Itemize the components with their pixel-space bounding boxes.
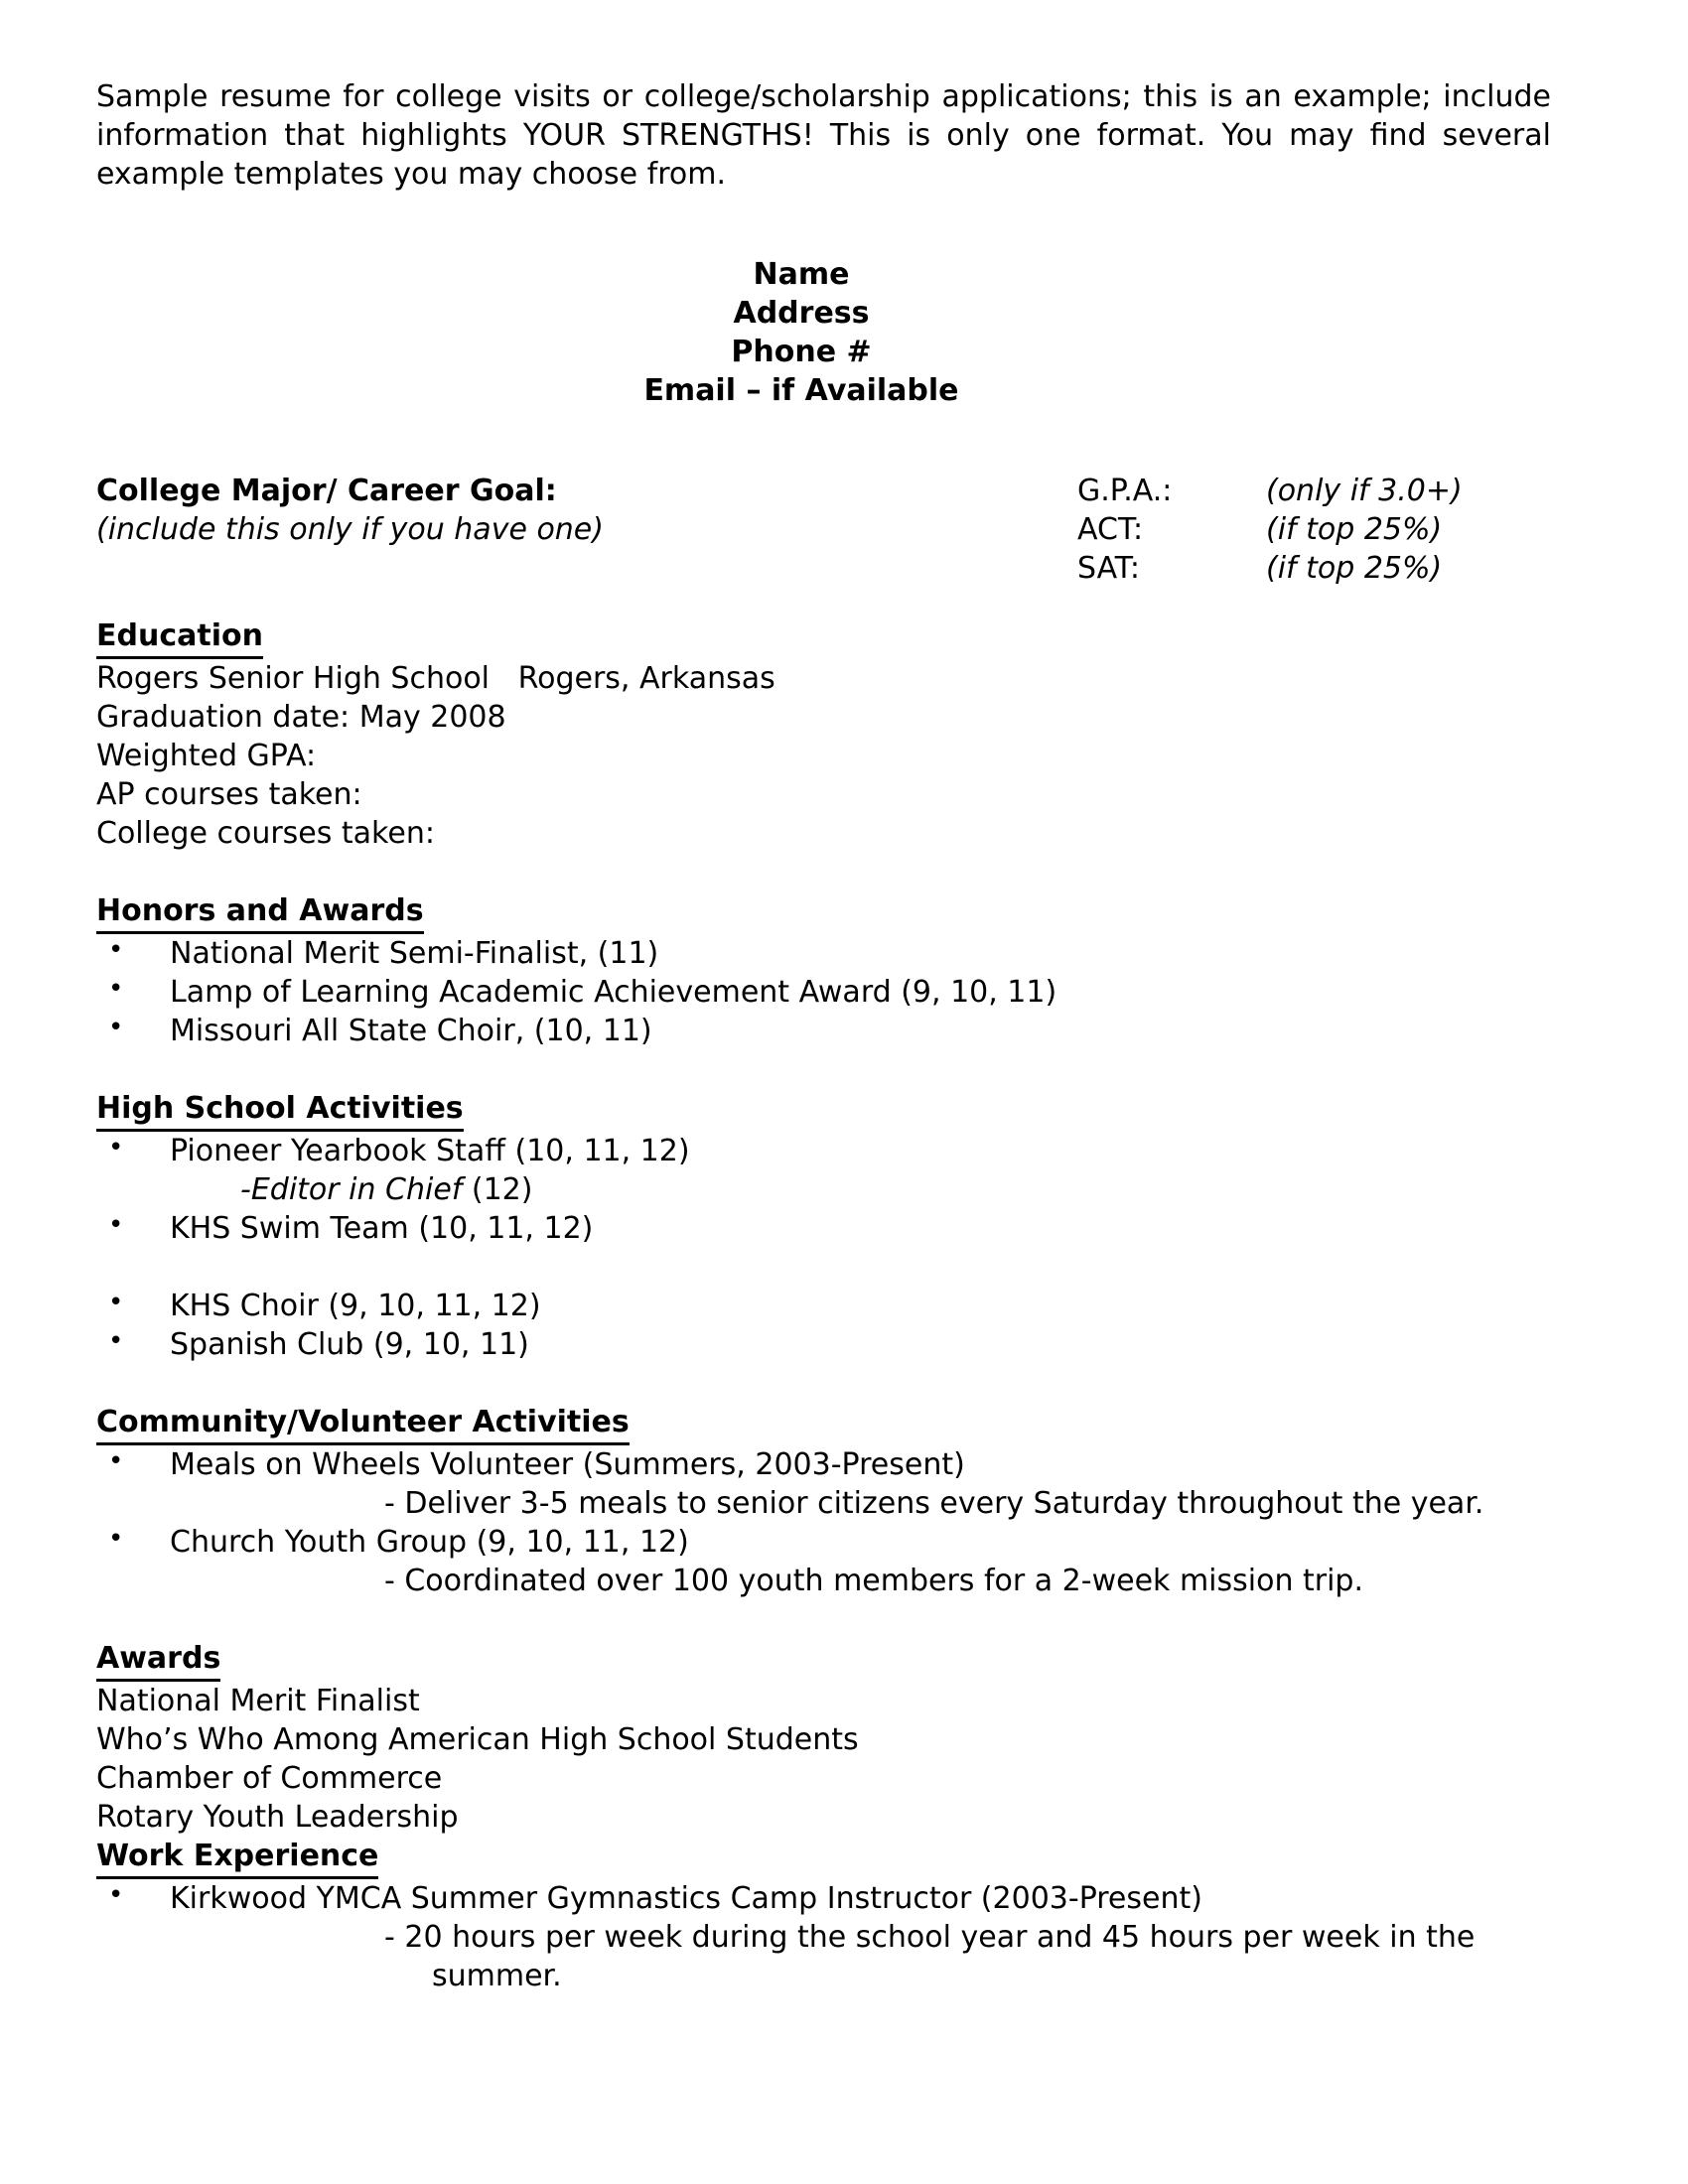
activities-section xyxy=(96,1089,1609,1364)
list-item: • KHS Choir (9, 10, 11, 12) xyxy=(96,1287,1609,1325)
score-row-sat xyxy=(1077,549,1463,588)
activities-list-2 xyxy=(96,1209,1609,1364)
score-row-gpa xyxy=(1077,472,1463,510)
awards-line-2: Who’s Who Among American High School Students xyxy=(96,1722,859,1757)
contact-phone: Phone # xyxy=(731,335,872,369)
education-line-ap: AP courses taken: xyxy=(96,777,362,812)
career-goal-column xyxy=(96,472,1010,549)
contact-name: Name xyxy=(753,257,850,292)
goal-and-scores-row xyxy=(96,472,1609,586)
work-sub-hours: - 20 hours per week during the school year and 45 hours per week in the summer. xyxy=(384,1920,1476,1993)
education-line-graduation: Graduation date: May 2008 xyxy=(96,700,506,735)
work-list xyxy=(96,1879,1609,1918)
awards-heading-wrap xyxy=(96,1639,1609,1682)
honors-section xyxy=(96,891,1609,1050)
score-value-act: (if top 25%) xyxy=(1266,512,1443,547)
community-sub-meals: - Deliver 3-5 meals to senior citizens every Saturday throughout the year. xyxy=(384,1486,1484,1521)
community-list xyxy=(96,1445,1609,1484)
awards-section xyxy=(96,1639,1609,1837)
honors-heading: Honors and Awards xyxy=(96,891,424,934)
list-item: • Pioneer Yearbook Staff (10, 11, 12) xyxy=(96,1132,1609,1170)
community-list-2 xyxy=(96,1523,1609,1562)
contact-header-block xyxy=(96,255,1506,410)
work-section xyxy=(96,1837,1609,1995)
honors-list xyxy=(96,934,1609,1050)
score-label-act: ACT: xyxy=(1077,512,1144,547)
contact-address: Address xyxy=(733,296,870,331)
list-item: • Kirkwood YMCA Summer Gymnastics Camp Instructor (2003-Present) xyxy=(96,1879,1609,1918)
honors-heading-wrap xyxy=(96,891,1609,934)
education-line-gpa: Weighted GPA: xyxy=(96,739,317,773)
awards-heading: Awards xyxy=(96,1639,220,1682)
career-goal-note: (include this only if you have one) xyxy=(96,512,604,547)
scores-column xyxy=(1077,472,1463,588)
community-heading-wrap xyxy=(96,1403,1609,1445)
score-row-act xyxy=(1077,510,1463,549)
list-item: • Missouri All State Choir, (10, 11) xyxy=(96,1012,1609,1050)
education-section xyxy=(96,616,1609,853)
score-label-gpa: G.P.A.: xyxy=(1077,474,1173,508)
list-item: • National Merit Semi-Finalist, (11) xyxy=(96,934,1609,973)
awards-line-3: Chamber of Commerce xyxy=(96,1761,443,1796)
community-heading: Community/Volunteer Activities xyxy=(96,1403,630,1445)
activities-heading-wrap xyxy=(96,1089,1609,1132)
education-line-school: Rogers Senior High School Rogers, Arkansas xyxy=(96,661,775,696)
community-section xyxy=(96,1403,1609,1600)
intro-paragraph: Sample resume for college visits or college/scholarship applications; this is an example; include information that highlights YOUR STRENGTHS! This is only one format. You may find several example templates you may choose from. xyxy=(96,79,1551,192)
education-heading-wrap xyxy=(96,616,1609,659)
list-item: • Lamp of Learning Academic Achievement Award (9, 10, 11) xyxy=(96,973,1609,1012)
education-heading: Education xyxy=(96,616,263,659)
list-spacer xyxy=(96,1248,1609,1287)
contact-email: Email – if Available xyxy=(643,373,959,408)
awards-line-4: Rotary Youth Leadership xyxy=(96,1800,459,1835)
activities-sub-editor xyxy=(96,1170,1609,1209)
work-heading: Work Experience xyxy=(96,1837,378,1879)
activities-sub-editor-grade: (12) xyxy=(462,1172,533,1207)
list-item: • KHS Swim Team (10, 11, 12) xyxy=(96,1209,1609,1248)
list-item: • Meals on Wheels Volunteer (Summers, 2003-Present) xyxy=(96,1445,1609,1484)
score-value-gpa: (only if 3.0+) xyxy=(1266,474,1463,508)
activities-list xyxy=(96,1132,1609,1170)
education-line-college-courses: College courses taken: xyxy=(96,816,435,851)
list-item: • Church Youth Group (9, 10, 11, 12) xyxy=(96,1523,1609,1562)
awards-line-1: National Merit Finalist xyxy=(96,1684,420,1718)
list-item: • Spanish Club (9, 10, 11) xyxy=(96,1325,1609,1364)
work-heading-wrap xyxy=(96,1837,1609,1879)
community-sub-church: - Coordinated over 100 youth members for a 2-week mission trip. xyxy=(384,1564,1364,1598)
activities-sub-editor-italic: -Editor in Chief xyxy=(240,1172,463,1207)
score-label-sat: SAT: xyxy=(1077,551,1140,586)
career-goal-title: College Major/ Career Goal: xyxy=(96,474,557,508)
activities-heading: High School Activities xyxy=(96,1089,464,1132)
score-value-sat: (if top 25%) xyxy=(1266,551,1443,586)
